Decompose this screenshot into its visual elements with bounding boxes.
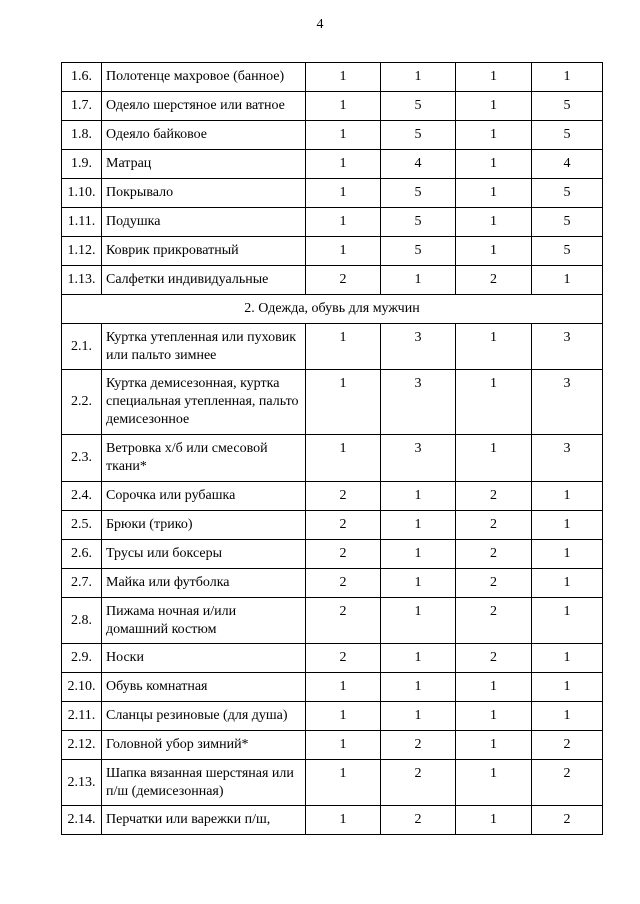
value-cell: 1 [456, 673, 532, 702]
item-name: Сланцы резиновые (для душа) [102, 702, 306, 731]
table-row [62, 150, 603, 179]
row-number: 2.4. [62, 482, 102, 511]
value-cell: 1 [306, 121, 381, 150]
value-cell: 1 [381, 482, 456, 511]
value-cell: 1 [456, 150, 532, 179]
table-row [62, 179, 603, 208]
value-cell: 1 [381, 266, 456, 295]
value-cell: 2 [456, 266, 532, 295]
value-cell: 5 [532, 92, 603, 121]
table-row [62, 511, 603, 540]
value-cell: 1 [306, 370, 381, 435]
table-row [62, 324, 603, 370]
value-cell: 3 [381, 435, 456, 482]
value-cell: 1 [456, 208, 532, 237]
value-cell: 5 [381, 208, 456, 237]
table-row [62, 569, 603, 598]
page-number: 4 [316, 17, 324, 32]
item-name: Трусы или боксеры [102, 540, 306, 569]
row-number: 1.13. [62, 266, 102, 295]
row-number: 2.1. [62, 324, 102, 370]
value-cell: 5 [532, 121, 603, 150]
table-row [62, 208, 603, 237]
value-cell: 1 [456, 760, 532, 806]
row-number: 2.11. [62, 702, 102, 731]
value-cell: 2 [306, 511, 381, 540]
table-row [62, 121, 603, 150]
row-number: 1.12. [62, 237, 102, 266]
value-cell: 4 [532, 150, 603, 179]
table-row [62, 702, 603, 731]
value-cell: 5 [381, 179, 456, 208]
value-cell: 1 [381, 569, 456, 598]
value-cell: 5 [381, 121, 456, 150]
item-name: Подушка [102, 208, 306, 237]
value-cell: 3 [532, 324, 603, 370]
item-name: Матрац [102, 150, 306, 179]
row-number: 2.10. [62, 673, 102, 702]
value-cell: 3 [381, 324, 456, 370]
row-number: 1.6. [62, 63, 102, 92]
value-cell: 1 [456, 731, 532, 760]
value-cell: 4 [381, 150, 456, 179]
value-cell: 5 [532, 179, 603, 208]
value-cell: 2 [306, 569, 381, 598]
value-cell: 3 [532, 370, 603, 435]
value-cell: 1 [456, 63, 532, 92]
row-number: 2.3. [62, 435, 102, 482]
item-name: Шапка вязанная шерстяная или п/ш (демисезонная) [102, 760, 306, 806]
value-cell: 1 [532, 598, 603, 644]
row-number: 1.11. [62, 208, 102, 237]
table-row [62, 673, 603, 702]
row-number: 2.9. [62, 644, 102, 673]
value-cell: 1 [381, 598, 456, 644]
table-row [62, 266, 603, 295]
row-number: 2.6. [62, 540, 102, 569]
row-number: 2.13. [62, 760, 102, 806]
item-name: Одеяло байковое [102, 121, 306, 150]
section-title: 2. Одежда, обувь для мужчин [62, 295, 603, 324]
row-number: 2.2. [62, 370, 102, 435]
value-cell: 1 [381, 511, 456, 540]
table-row [62, 370, 603, 435]
item-name: Перчатки или варежки п/ш, [102, 806, 306, 835]
value-cell: 1 [306, 92, 381, 121]
item-name: Пижама ночная и/или домашний костюм [102, 598, 306, 644]
value-cell: 1 [456, 324, 532, 370]
value-cell: 1 [306, 673, 381, 702]
value-cell: 1 [306, 435, 381, 482]
value-cell: 1 [456, 702, 532, 731]
row-number: 2.5. [62, 511, 102, 540]
value-cell: 2 [532, 731, 603, 760]
value-cell: 2 [306, 266, 381, 295]
value-cell: 1 [306, 150, 381, 179]
item-name: Обувь комнатная [102, 673, 306, 702]
value-cell: 1 [532, 511, 603, 540]
value-cell: 2 [381, 731, 456, 760]
value-cell: 1 [456, 92, 532, 121]
table-row [62, 598, 603, 644]
table-row [62, 806, 603, 835]
value-cell: 1 [456, 370, 532, 435]
table-row [62, 237, 603, 266]
value-cell: 5 [381, 92, 456, 121]
value-cell: 2 [456, 569, 532, 598]
table-row [62, 731, 603, 760]
section-row [62, 295, 603, 324]
value-cell: 5 [532, 208, 603, 237]
value-cell: 5 [381, 237, 456, 266]
value-cell: 1 [456, 179, 532, 208]
row-number: 1.8. [62, 121, 102, 150]
table-row [62, 435, 603, 482]
item-name: Куртка демисезонная, куртка специальная утепленная, пальто демисезонное [102, 370, 306, 435]
table-row [62, 63, 603, 92]
item-name: Салфетки индивидуальные [102, 266, 306, 295]
value-cell: 1 [532, 540, 603, 569]
value-cell: 2 [532, 806, 603, 835]
value-cell: 1 [532, 482, 603, 511]
item-name: Куртка утепленная или пуховик или пальто зимнее [102, 324, 306, 370]
value-cell: 2 [306, 644, 381, 673]
value-cell: 1 [456, 435, 532, 482]
value-cell: 1 [306, 179, 381, 208]
value-cell: 1 [306, 208, 381, 237]
value-cell: 1 [381, 540, 456, 569]
value-cell: 1 [381, 644, 456, 673]
item-name: Одеяло шерстяное или ватное [102, 92, 306, 121]
row-number: 1.9. [62, 150, 102, 179]
value-cell: 2 [306, 540, 381, 569]
value-cell: 2 [381, 760, 456, 806]
item-name: Ветровка х/б или смесовой ткани* [102, 435, 306, 482]
value-cell: 1 [532, 266, 603, 295]
row-number: 2.7. [62, 569, 102, 598]
value-cell: 3 [532, 435, 603, 482]
value-cell: 2 [381, 806, 456, 835]
norms-table [61, 62, 603, 835]
item-name: Полотенце махровое (банное) [102, 63, 306, 92]
value-cell: 2 [456, 644, 532, 673]
value-cell: 1 [306, 731, 381, 760]
value-cell: 1 [456, 806, 532, 835]
row-number: 1.10. [62, 179, 102, 208]
value-cell: 1 [381, 673, 456, 702]
table-row [62, 760, 603, 806]
table-row [62, 92, 603, 121]
value-cell: 2 [456, 482, 532, 511]
value-cell: 2 [456, 540, 532, 569]
value-cell: 1 [532, 673, 603, 702]
table-row [62, 644, 603, 673]
value-cell: 2 [456, 511, 532, 540]
value-cell: 1 [381, 63, 456, 92]
value-cell: 1 [306, 760, 381, 806]
value-cell: 2 [456, 598, 532, 644]
value-cell: 1 [532, 702, 603, 731]
value-cell: 2 [532, 760, 603, 806]
value-cell: 2 [306, 598, 381, 644]
item-name: Головной убор зимний* [102, 731, 306, 760]
value-cell: 1 [306, 806, 381, 835]
value-cell: 1 [456, 237, 532, 266]
value-cell: 1 [306, 702, 381, 731]
value-cell: 1 [532, 63, 603, 92]
item-name: Коврик прикроватный [102, 237, 306, 266]
value-cell: 1 [306, 324, 381, 370]
table-row [62, 540, 603, 569]
value-cell: 1 [381, 702, 456, 731]
item-name: Носки [102, 644, 306, 673]
value-cell: 1 [306, 63, 381, 92]
row-number: 2.12. [62, 731, 102, 760]
value-cell: 1 [456, 121, 532, 150]
value-cell: 2 [306, 482, 381, 511]
table-row [62, 482, 603, 511]
value-cell: 1 [532, 644, 603, 673]
item-name: Майка или футболка [102, 569, 306, 598]
row-number: 2.8. [62, 598, 102, 644]
item-name: Брюки (трико) [102, 511, 306, 540]
row-number: 1.7. [62, 92, 102, 121]
item-name: Сорочка или рубашка [102, 482, 306, 511]
value-cell: 1 [306, 237, 381, 266]
item-name: Покрывало [102, 179, 306, 208]
row-number: 2.14. [62, 806, 102, 835]
value-cell: 5 [532, 237, 603, 266]
value-cell: 3 [381, 370, 456, 435]
value-cell: 1 [532, 569, 603, 598]
